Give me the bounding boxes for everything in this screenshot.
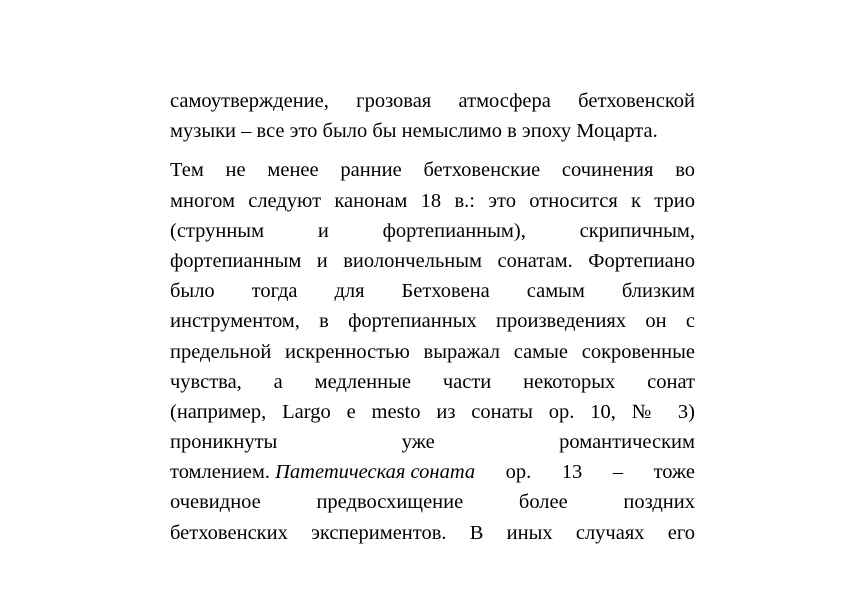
- text-fragment: томлением. Патетическая соната: [170, 461, 476, 484]
- paragraph-gap: [170, 146, 695, 155]
- text-line-with-title: [170, 457, 695, 487]
- text-line: (струнным и фортепианным), скрипичным,: [170, 219, 695, 242]
- text-line: чувства, а медленные части некоторых сонат: [170, 370, 695, 393]
- text-body: [170, 86, 695, 548]
- text-line: очевидное предвосхищение более поздних: [170, 491, 695, 514]
- text-line: было тогда для Бетховена самым близким: [170, 280, 695, 303]
- text-line: предельной искренностью выражал самые сокровенные: [170, 340, 695, 363]
- paragraph-1: [170, 86, 695, 146]
- text-line: самоутверждение, грозовая атмосфера бетховенской: [170, 90, 695, 112]
- work-title: Патетическая соната: [275, 461, 476, 484]
- text-line: инструментом, в фортепианных произведениях он с: [170, 310, 695, 333]
- text-fragment: тоже: [653, 461, 695, 484]
- text-line: многом следуют канонам 18 в.: это относится к трио: [170, 189, 695, 212]
- text-line: (например, Largo e mesto из сонаты op. 10, № 3): [170, 400, 695, 423]
- text-fragment: –: [612, 461, 624, 484]
- text-line: фортепианным и виолончельным сонатам. Фортепиано: [170, 249, 695, 272]
- text-line: проникнуты уже романтическим: [170, 431, 695, 454]
- paragraph-2: [170, 155, 695, 547]
- text-fragment: 13: [561, 461, 583, 484]
- text-fragment: ор.: [505, 461, 532, 484]
- text-line: музыки – все это было бы немыслимо в эпоху Моцарта.: [170, 120, 658, 143]
- text-line: Тем не менее ранние бетховенские сочинения во: [170, 159, 695, 182]
- text-line: бетховенских экспериментов. В иных случаях его: [170, 521, 695, 544]
